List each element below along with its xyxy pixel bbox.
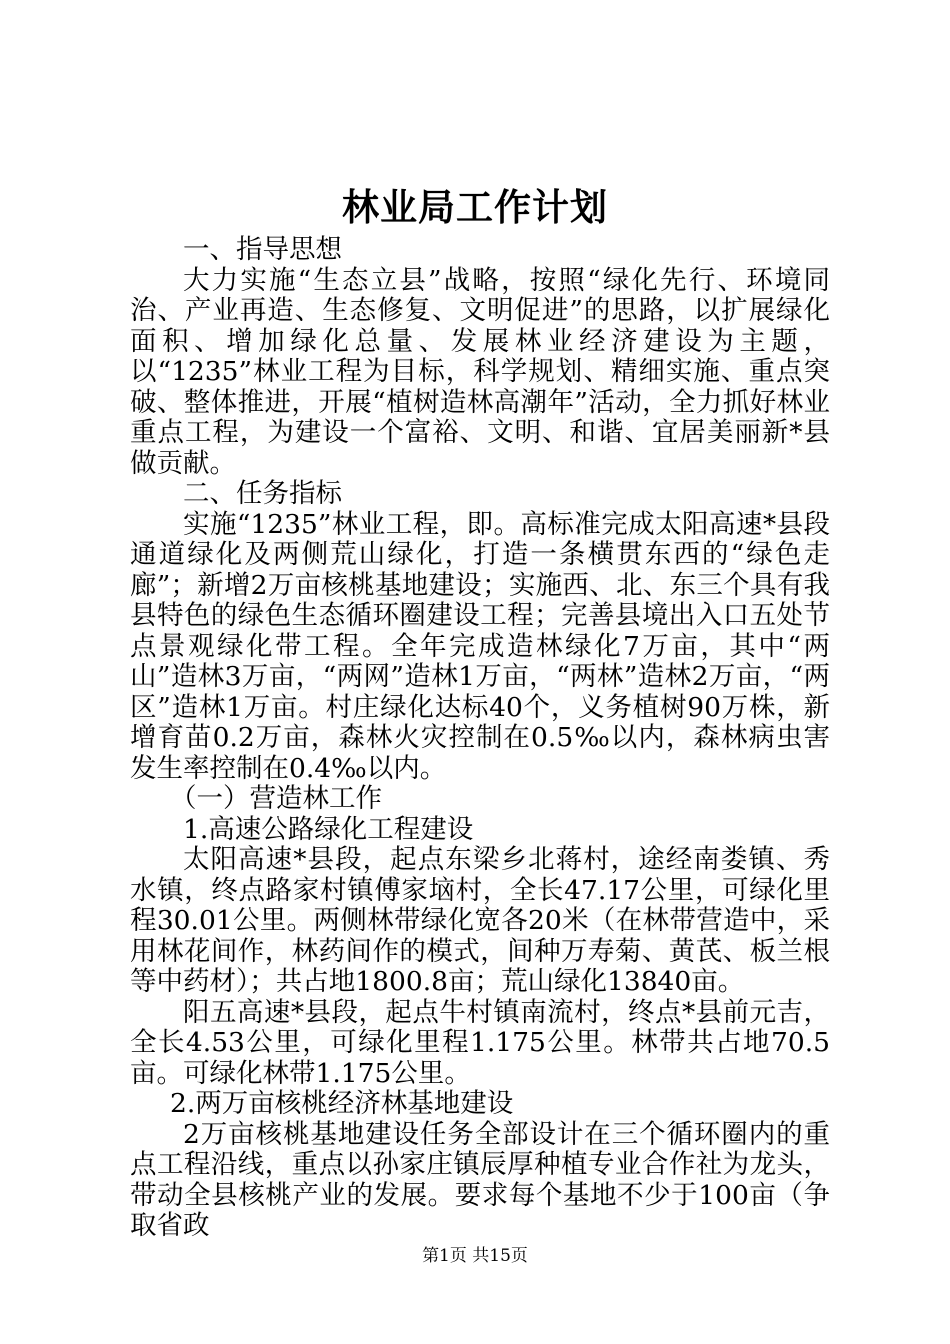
document-title: 林业局工作计划	[342, 185, 608, 229]
subsection-heading: （一）营造林工作	[170, 783, 382, 814]
section-heading: 一、指导思想	[183, 234, 342, 265]
document-body	[130, 235, 830, 1242]
item-heading: 1.高速公路绿化工程建设	[183, 813, 474, 845]
page-footer: 第1页 共15页	[422, 1246, 528, 1266]
section-heading: 二、任务指标	[183, 478, 342, 509]
paragraph: 2万亩核桃基地建设任务全部设计在三个循环圈内的重点工程沿线，重点以孙家庄镇辰厚种植专业合作社为龙头，带动全县核桃产业的发展。要求每个基地不少于100亩（争取省政	[130, 1118, 830, 1241]
item-heading: 2.两万亩核桃经济林基地建设	[170, 1088, 514, 1119]
paragraph: 阳五高速*县段，起点牛村镇南流村，终点*县前元吉，全长4.53公里，可绿化里程1.175公里。林带共占地70.5亩。可绿化林带1.175公里。	[130, 996, 830, 1089]
paragraph: 太阳高速*县段，起点东梁乡北蒋村，途经南娄镇、秀水镇，终点路家村镇傅家垴村，全长47.17公里，可绿化里程30.01公里。两侧林带绿化宽各20米（在林带营造中，采用林花间作，林药间作的模式，间种万寿菊、黄芪、板兰根等中药材）；共占地1800.8亩；荒山绿化13840亩。	[130, 844, 830, 997]
paragraph: 实施“1235”林业工程，即。高标准完成太阳高速*县段通道绿化及两侧荒山绿化，打造一条横贯东西的“绿色走廊”；新增2万亩核桃基地建设；实施西、北、东三个具有我县特色的绿色生态循环圈建设工程；完善县境出入口五处节点景观绿化带工程。全年完成造林绿化7万亩，其中“两山”造林3万亩，“两网”造林1万亩，“两林”造林2万亩，“两区”造林1万亩。村庄绿化达标40个，义务植树90万株，新增育苗0.2万亩，森林火灾控制在0.5‰以内，森林病虫害发生率控制在0.4‰以内。	[130, 508, 830, 784]
paragraph: 大力实施“生态立县”战略，按照“绿化先行、环境同治、产业再造、生态修复、文明促进”的思路，以扩展绿化面积、增加绿化总量、发展林业经济建设为主题，以“1235”林业工程为目标，科学规划、精细实施、重点突破、整体推进，开展“植树造林高潮年”活动，全力抓好林业重点工程，为建设一个富裕、文明、和谐、宜居美丽新*县做贡献。	[130, 264, 830, 479]
